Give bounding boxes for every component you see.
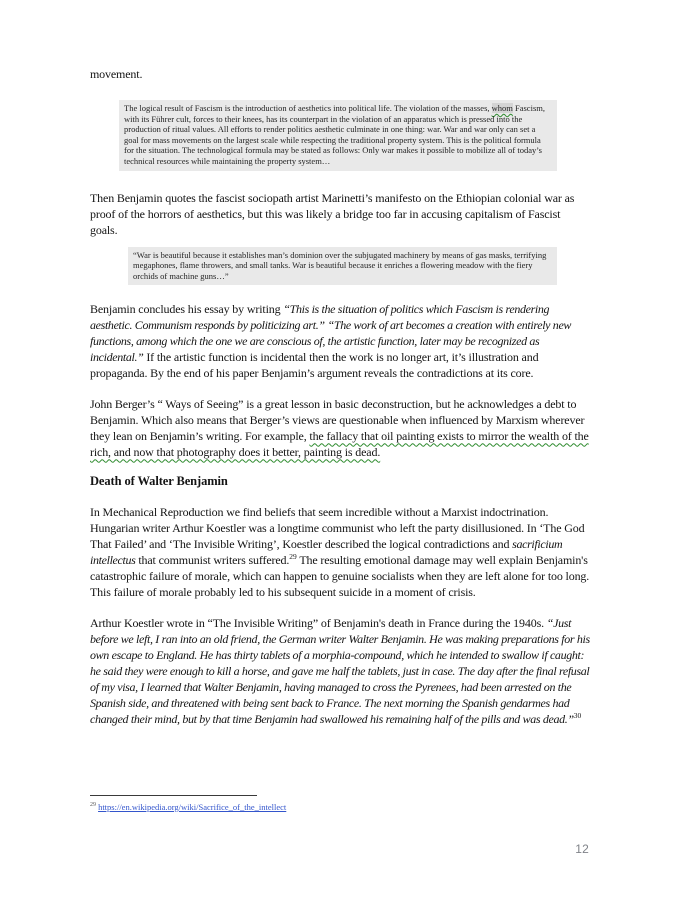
italic-koestler-memoir-quote: “Just before we left, I ran into an old friend, the German writer Walter Benjamin. He was making preparations for his own escape to England. He has thirty tablets of a morphia-compound, which he intended to swallow if caught: he said they were enough to kill a horse, and gave me half the tablets, just in case. The day after the final refusal of my visa, I learned that Walter Benjamin, having managed to cross the Pyrenees, had been arrested on the Spanish side, and threatened with being sent back to France. The next morning the Spanish gendarmes had changed their mind, but by that time Benjamin had swallowed his remaining half of the pills and was dead.”: [90, 616, 590, 727]
blockquote-fascism-aesthetics: [119, 100, 557, 171]
heading-death-of-walter-benjamin: Death of Walter Benjamin: [90, 474, 228, 489]
italic-quote-politicizing-art: “This is the situation of politics which Fascism is rendering aesthetic. Communism responds by politicizing art.”: [90, 302, 550, 333]
blockquote-war-is-beautiful: “War is beautiful because it establishes man’s dominion over the subjugated machinery by means of gas masks, terrifying megaphones, flame throwers, and small tanks. War is beautiful because it enriches a flowering meadow with the fiery orchids of machine guns…”: [128, 247, 557, 286]
page-number: 12: [575, 842, 589, 856]
blockquote-text-post: Fascism, with its Führer cult, forces to their knees, has its counterpart in the violation of an apparatus which is pressed into the production of ritual values. All efforts to render politics aesthetic culminate in one thing: war. War and war only can set a goal for mass movements on the largest scale while respecting the traditional property system. This is the political formula for the situation. The technological formula may be stated as follows: Only war makes it possible to mobilize all of today’s technical resources while maintaining the property system…: [124, 103, 545, 166]
paragraph-marinetti: Then Benjamin quotes the fascist sociopath artist Marinetti’s manifesto on the Ethiopian colonial war as proof of the horrors of aesthetics, but this was likely a bridge too far in accusing capitalism of Fascist goals.: [90, 190, 575, 237]
footnote-area: [90, 795, 590, 813]
footnote-hyperlink[interactable]: https://en.wikipedia.org/wiki/Sacrifice_of_the_intellect: [98, 801, 287, 812]
paragraph-koestler-quote: [90, 615, 590, 727]
grammar-flagged-word: whom: [491, 103, 513, 113]
blockquote-text-pre: The logical result of Fascism is the introduction of aesthetics into political life. The violation of the masses,: [124, 103, 492, 113]
text-mid: that communist writers suffered.: [135, 553, 290, 568]
text-lead: John Berger’s “ Ways of Seeing” is a great lesson in basic deconstruction, but he acknowledges a debt to Benjamin. Which also means that Berger’s views are questionable when influenced by Marxism wherever they lean on Benjamin’s writing. For example,: [90, 397, 585, 444]
text-tail: If the artistic function is incidental then the work is no longer art, it’s illustration and propaganda. By the end of his paper Benjamin’s argument reveals the contradictions at its core.: [90, 350, 539, 381]
paragraph-mechanical-reproduction: [90, 504, 590, 600]
text-tail: The resulting emotional damage may well explain Benjamin's catastrophic failure of morale, which can happen to genuine socialists when they are left alone for too long. This failure of morale probably led to his subsequent suicide in a moment of crisis.: [90, 553, 590, 600]
footnote-separator-line: [90, 795, 257, 796]
grammar-flagged-phrase: the fallacy that oil painting exists to mirror the wealth of the rich, and now that photography does it better, painting is dead.: [90, 429, 589, 460]
footnote-ref-30[interactable]: 30: [573, 711, 582, 721]
paragraph-john-berger: [90, 396, 590, 460]
footnote-number: 29: [90, 802, 96, 808]
paragraph-benjamin-concludes: [90, 301, 590, 381]
paragraph-movement: movement.: [90, 67, 143, 81]
text-lead: Arthur Koestler wrote in “The Invisible Writing” of Benjamin's death in France during the 1940s.: [90, 616, 547, 631]
text-lead: In Mechanical Reproduction we find beliefs that seem incredible without a Marxist indoctrination. Hungarian writer Arthur Koestler was a longtime communist who left the party disillusioned. In ‘The God That Failed’ and ‘The Invisible Writing’, Koestler described the logical contradictions and: [90, 505, 585, 552]
text-lead: Benjamin concludes his essay by writing: [90, 302, 284, 317]
italic-quote-work-of-art: “The work of art becomes a creation with entirely new functions, among which the one we are conscious of, the artistic function, later may be recognized as incidental.”: [90, 318, 572, 365]
italic-latin-phrase: sacrificium intellectus: [90, 537, 563, 568]
footnote-ref-29[interactable]: 29: [289, 552, 297, 562]
footnote-29: [90, 800, 590, 813]
